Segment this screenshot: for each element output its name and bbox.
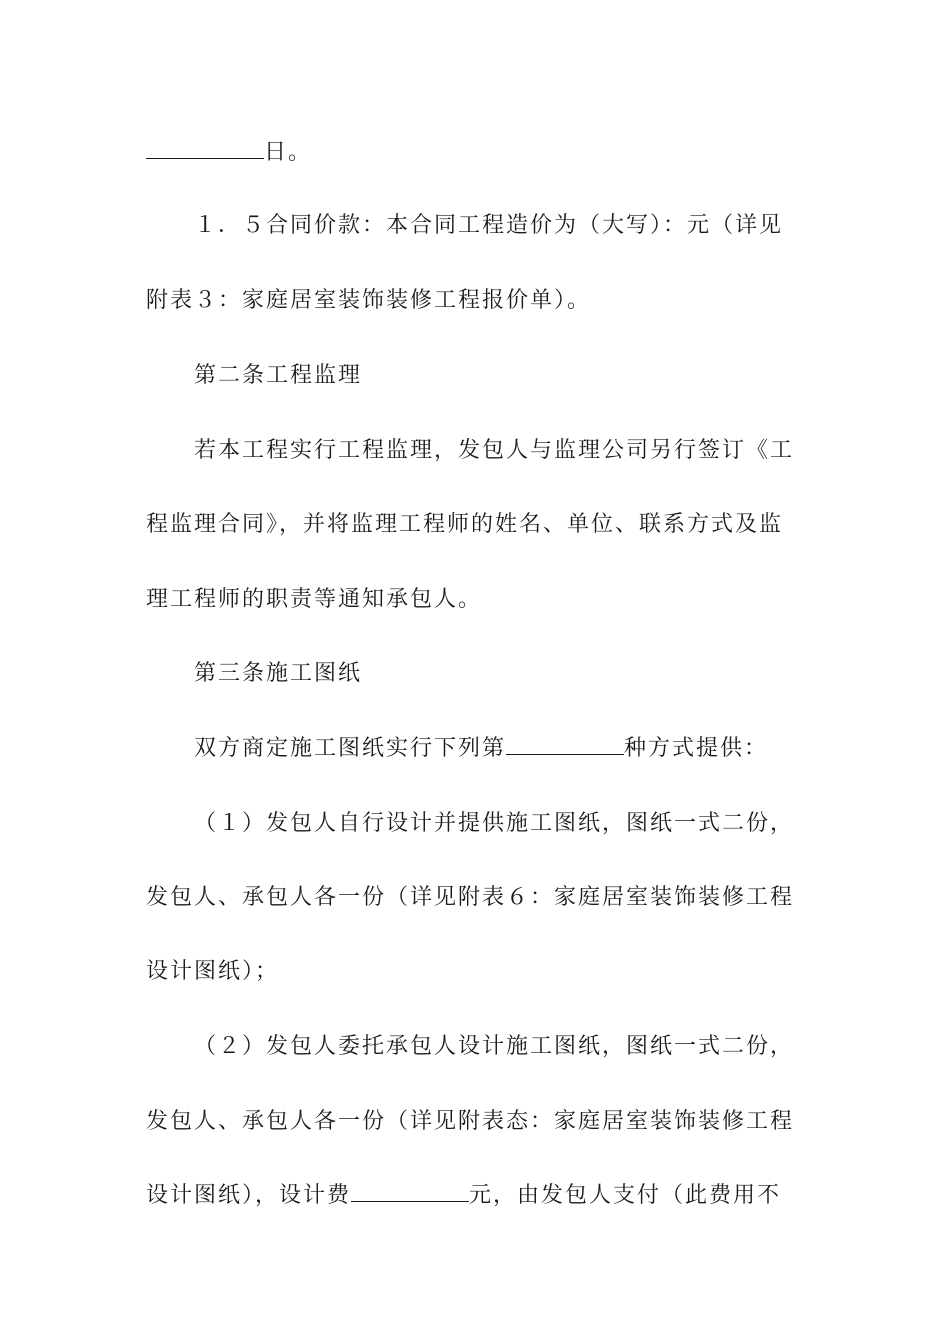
text-line-9: [194, 734, 854, 764]
fill-blank-design-fee[interactable]: [351, 1181, 469, 1202]
text-line-14: 发包人、承包人各一份（详见附表态：家庭居室装饰装修工程: [146, 1109, 795, 1134]
text-line-1: [146, 138, 806, 168]
text-line-6: 程监理合同》，并将监理工程师的姓名、单位、联系方式及监: [146, 512, 784, 537]
text-line-11: 发包人、承包人各一份（详见附表６：家庭居室装饰装修工程: [146, 885, 795, 910]
fill-blank-day[interactable]: [146, 138, 264, 159]
fill-blank-method[interactable]: [506, 734, 624, 755]
text-line-10: （１）发包人自行设计并提供施工图纸，图纸一式二份，: [194, 811, 795, 836]
section-heading-drawings: 第三条施工图纸: [194, 661, 363, 686]
text-fragment: 种方式提供：: [624, 736, 769, 761]
text-fragment: 双方商定施工图纸实行下列第: [194, 736, 507, 761]
text-line-3: 附表３：家庭居室装饰装修工程报价单）。: [146, 288, 592, 313]
text-fragment: 日。: [264, 140, 313, 165]
section-heading-supervision: 第二条工程监理: [194, 363, 363, 388]
text-fragment: 设计图纸），设计费: [146, 1183, 352, 1208]
text-fragment: 元，由发包人支付（此费用不: [469, 1183, 782, 1208]
text-line-7: 理工程师的职责等通知承包人。: [146, 587, 483, 612]
text-line-12: 设计图纸）；: [146, 959, 280, 984]
text-line-15: [146, 1181, 806, 1211]
text-line-5: 若本工程实行工程监理，发包人与监理公司另行签订《工: [194, 438, 795, 463]
text-line-13: （２）发包人委托承包人设计施工图纸，图纸一式二份，: [194, 1034, 795, 1059]
text-line-2: １．５合同价款：本合同工程造价为（大写）：元（详见: [194, 213, 784, 238]
